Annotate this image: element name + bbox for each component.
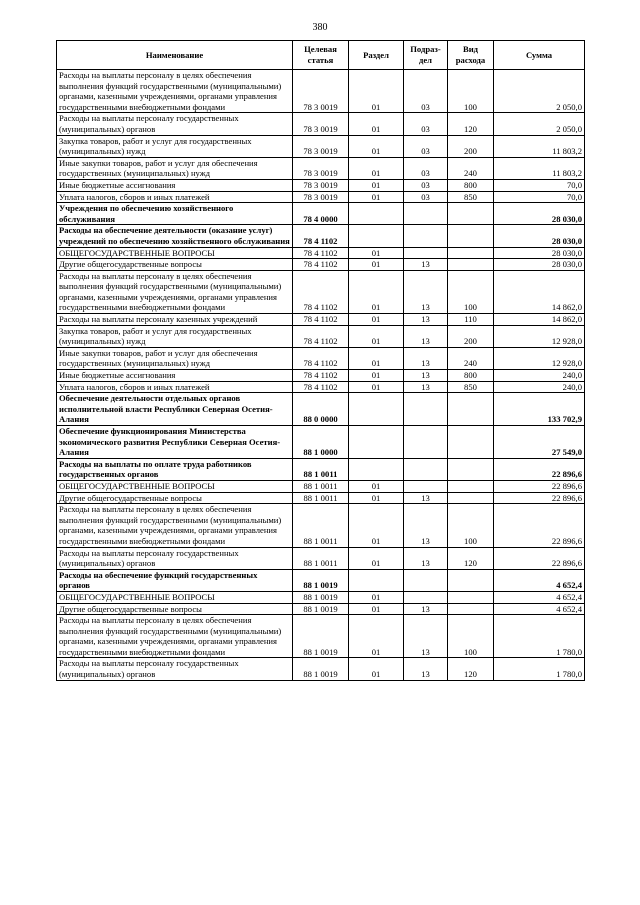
row-name-cell: Расходы на выплаты персоналу в целях обеспечения выполнения функций государственными (муниципальными) органами, казенными учреждениями, органами управления государственными внебюджетными фондами — [57, 70, 293, 113]
row-type-cell: 800 — [448, 370, 494, 382]
row-amount-cell: 70,0 — [494, 179, 585, 191]
row-type-cell: 200 — [448, 325, 494, 347]
row-name-cell: Расходы на выплаты персоналу государственных (муниципальных) органов — [57, 658, 293, 680]
row-name-cell: Учреждения по обеспечению хозяйственного обслуживания — [57, 203, 293, 225]
table-row — [57, 381, 585, 393]
row-subsection-cell: 13 — [404, 658, 448, 680]
row-subsection-cell: 13 — [404, 259, 448, 271]
row-type-cell — [448, 480, 494, 492]
row-subsection-cell — [404, 225, 448, 247]
row-amount-cell: 11 803,2 — [494, 157, 585, 179]
table-row — [57, 603, 585, 615]
table-row — [57, 314, 585, 326]
page-number: 380 — [312, 22, 328, 33]
row-name-cell: Обеспечение деятельности отдельных органов исполнительной власти Республики Северная Осетия-Алания — [57, 393, 293, 426]
table-row — [57, 658, 585, 680]
row-amount-cell: 28 030,0 — [494, 225, 585, 247]
row-subsection-cell: 13 — [404, 270, 448, 313]
table-row — [57, 179, 585, 191]
row-amount-cell: 22 896,6 — [494, 547, 585, 569]
row-subsection-cell: 03 — [404, 70, 448, 113]
row-code-cell: 78 3 0019 — [293, 135, 349, 157]
row-code-cell: 78 4 1102 — [293, 314, 349, 326]
row-name-cell: Иные закупки товаров, работ и услуг для обеспечения государственных (муниципальных) нужд — [57, 157, 293, 179]
row-amount-cell: 12 928,0 — [494, 347, 585, 369]
row-name-cell: Иные бюджетные ассигнования — [57, 370, 293, 382]
row-code-cell: 78 4 1102 — [293, 325, 349, 347]
row-subsection-cell: 13 — [404, 547, 448, 569]
row-section-cell — [349, 393, 404, 426]
row-code-cell: 78 4 1102 — [293, 347, 349, 369]
header-name — [57, 41, 293, 70]
table-row — [57, 504, 585, 547]
row-code-cell: 88 1 0000 — [293, 426, 349, 459]
row-type-cell — [448, 393, 494, 426]
row-amount-cell: 28 030,0 — [494, 247, 585, 259]
row-amount-cell: 22 896,6 — [494, 458, 585, 480]
row-code-cell: 88 1 0011 — [293, 492, 349, 504]
row-section-cell: 01 — [349, 70, 404, 113]
row-code-cell: 78 3 0019 — [293, 157, 349, 179]
row-section-cell: 01 — [349, 504, 404, 547]
row-subsection-cell: 13 — [404, 492, 448, 504]
table-row — [57, 569, 585, 591]
row-amount-cell: 2 050,0 — [494, 70, 585, 113]
row-section-cell: 01 — [349, 381, 404, 393]
header-type-line2: расхода — [455, 55, 486, 65]
row-type-cell: 240 — [448, 347, 494, 369]
row-code-cell: 88 1 0019 — [293, 569, 349, 591]
header-section-label: Раздел — [363, 49, 389, 60]
row-type-cell — [448, 603, 494, 615]
row-code-cell: 88 1 0011 — [293, 504, 349, 547]
row-amount-cell: 133 702,9 — [494, 393, 585, 426]
row-section-cell: 01 — [349, 135, 404, 157]
row-type-cell — [448, 247, 494, 259]
row-type-cell: 200 — [448, 135, 494, 157]
row-section-cell: 01 — [349, 658, 404, 680]
table-row — [57, 191, 585, 203]
row-section-cell — [349, 203, 404, 225]
header-section — [349, 41, 404, 70]
row-name-cell: ОБЩЕГОСУДАРСТВЕННЫЕ ВОПРОСЫ — [57, 591, 293, 603]
header-code-line2: статья — [307, 55, 334, 65]
row-type-cell: 100 — [448, 270, 494, 313]
row-type-cell: 240 — [448, 157, 494, 179]
row-amount-cell: 28 030,0 — [494, 259, 585, 271]
row-name-cell: Расходы на выплаты персоналу в целях обеспечения выполнения функций государственными (муниципальными) органами, казенными учреждениями, органами управления государственными внебюджетными фондами — [57, 615, 293, 658]
row-name-cell: Закупка товаров, работ и услуг для государственных (муниципальных) нужд — [57, 135, 293, 157]
row-name-cell: Расходы на выплаты персоналу в целях обеспечения выполнения функций государственными (муниципальными) органами, казенными учреждениями, органами управления государственными внебюджетными фондами — [57, 504, 293, 547]
row-code-cell: 78 4 0000 — [293, 203, 349, 225]
row-code-cell: 88 1 0019 — [293, 615, 349, 658]
row-type-cell: 120 — [448, 547, 494, 569]
row-name-cell: Расходы на выплаты персоналу государственных (муниципальных) органов — [57, 547, 293, 569]
row-name-cell: Расходы на выплаты персоналу в целях обеспечения выполнения функций государственными (муниципальными) органами, казенными учреждениями, органами управления государственными внебюджетными фондами — [57, 270, 293, 313]
table-row — [57, 225, 585, 247]
row-subsection-cell — [404, 591, 448, 603]
row-section-cell: 01 — [349, 547, 404, 569]
row-name-cell: Уплата налогов, сборов и иных платежей — [57, 381, 293, 393]
header-amount — [494, 41, 585, 70]
row-name-cell: Другие общегосударственные вопросы — [57, 603, 293, 615]
row-section-cell: 01 — [349, 347, 404, 369]
row-amount-cell: 4 652,4 — [494, 569, 585, 591]
header-subsection-line2: дел — [419, 55, 432, 65]
header-code — [293, 41, 349, 70]
row-name-cell: ОБЩЕГОСУДАРСТВЕННЫЕ ВОПРОСЫ — [57, 480, 293, 492]
row-name-cell: ОБЩЕГОСУДАРСТВЕННЫЕ ВОПРОСЫ — [57, 247, 293, 259]
row-code-cell: 88 1 0011 — [293, 458, 349, 480]
row-type-cell — [448, 203, 494, 225]
row-subsection-cell — [404, 426, 448, 459]
row-amount-cell: 22 896,6 — [494, 492, 585, 504]
row-code-cell: 88 0 0000 — [293, 393, 349, 426]
row-subsection-cell — [404, 480, 448, 492]
row-amount-cell: 1 780,0 — [494, 658, 585, 680]
row-subsection-cell: 13 — [404, 325, 448, 347]
row-code-cell: 78 3 0019 — [293, 179, 349, 191]
header-type — [448, 41, 494, 70]
table-row — [57, 113, 585, 135]
table-row — [57, 615, 585, 658]
row-type-cell: 120 — [448, 658, 494, 680]
row-amount-cell: 12 928,0 — [494, 325, 585, 347]
row-amount-cell: 4 652,4 — [494, 591, 585, 603]
row-section-cell — [349, 426, 404, 459]
table-row — [57, 247, 585, 259]
row-section-cell: 01 — [349, 603, 404, 615]
row-subsection-cell: 13 — [404, 381, 448, 393]
row-section-cell: 01 — [349, 270, 404, 313]
row-amount-cell: 28 030,0 — [494, 203, 585, 225]
row-type-cell: 100 — [448, 615, 494, 658]
row-name-cell: Иные закупки товаров, работ и услуг для обеспечения государственных (муниципальных) нужд — [57, 347, 293, 369]
table-row — [57, 270, 585, 313]
row-code-cell: 78 3 0019 — [293, 191, 349, 203]
row-amount-cell: 70,0 — [494, 191, 585, 203]
row-section-cell — [349, 225, 404, 247]
row-subsection-cell: 03 — [404, 191, 448, 203]
row-type-cell — [448, 458, 494, 480]
header-name-label: Наименование — [145, 49, 204, 60]
row-code-cell: 78 4 1102 — [293, 270, 349, 313]
table-row — [57, 426, 585, 459]
row-subsection-cell — [404, 569, 448, 591]
header-subsection — [404, 41, 448, 70]
row-section-cell: 01 — [349, 179, 404, 191]
row-subsection-cell: 13 — [404, 603, 448, 615]
row-code-cell: 78 4 1102 — [293, 225, 349, 247]
row-code-cell: 88 1 0019 — [293, 658, 349, 680]
row-amount-cell: 240,0 — [494, 370, 585, 382]
row-type-cell — [448, 259, 494, 271]
row-subsection-cell — [404, 247, 448, 259]
row-type-cell: 100 — [448, 70, 494, 113]
row-code-cell: 88 1 0011 — [293, 547, 349, 569]
row-type-cell: 850 — [448, 381, 494, 393]
table-row — [57, 203, 585, 225]
table-row — [57, 135, 585, 157]
row-name-cell: Закупка товаров, работ и услуг для государственных (муниципальных) нужд — [57, 325, 293, 347]
row-section-cell: 01 — [349, 191, 404, 203]
row-section-cell: 01 — [349, 325, 404, 347]
row-subsection-cell: 13 — [404, 370, 448, 382]
row-section-cell: 01 — [349, 480, 404, 492]
table-row — [57, 492, 585, 504]
row-name-cell: Уплата налогов, сборов и иных платежей — [57, 191, 293, 203]
table-header-row — [57, 41, 585, 70]
row-amount-cell: 22 896,6 — [494, 504, 585, 547]
row-subsection-cell: 03 — [404, 135, 448, 157]
row-subsection-cell — [404, 393, 448, 426]
row-code-cell: 78 4 1102 — [293, 247, 349, 259]
row-subsection-cell: 03 — [404, 179, 448, 191]
budget-table — [56, 40, 585, 681]
row-subsection-cell: 03 — [404, 113, 448, 135]
row-amount-cell: 14 862,0 — [494, 270, 585, 313]
row-name-cell: Расходы на выплаты персоналу казенных учреждений — [57, 314, 293, 326]
header-subsection-line1: Подраз- — [410, 44, 441, 54]
row-amount-cell: 240,0 — [494, 381, 585, 393]
row-amount-cell: 1 780,0 — [494, 615, 585, 658]
table-row — [57, 325, 585, 347]
header-code-line1: Целевая — [304, 44, 337, 54]
row-name-cell: Обеспечение функционирования Министерства экономического развития Республики Северная Осетия-Алания — [57, 426, 293, 459]
row-name-cell: Расходы на обеспечение функций государственных органов — [57, 569, 293, 591]
row-name-cell: Другие общегосударственные вопросы — [57, 492, 293, 504]
row-name-cell: Другие общегосударственные вопросы — [57, 259, 293, 271]
table-row — [57, 393, 585, 426]
row-subsection-cell: 13 — [404, 347, 448, 369]
row-subsection-cell: 13 — [404, 504, 448, 547]
row-section-cell: 01 — [349, 591, 404, 603]
row-section-cell: 01 — [349, 615, 404, 658]
header-type-line1: Вид — [462, 44, 479, 54]
header-amount-label: Сумма — [525, 49, 553, 60]
table-row — [57, 347, 585, 369]
row-amount-cell: 22 896,6 — [494, 480, 585, 492]
row-section-cell: 01 — [349, 247, 404, 259]
row-section-cell: 01 — [349, 157, 404, 179]
row-code-cell: 88 1 0019 — [293, 603, 349, 615]
row-amount-cell: 2 050,0 — [494, 113, 585, 135]
row-code-cell: 88 1 0011 — [293, 480, 349, 492]
row-amount-cell: 4 652,4 — [494, 603, 585, 615]
row-type-cell: 850 — [448, 191, 494, 203]
table-row — [57, 157, 585, 179]
row-code-cell: 78 4 1102 — [293, 370, 349, 382]
row-section-cell: 01 — [349, 370, 404, 382]
row-subsection-cell — [404, 203, 448, 225]
table-row — [57, 591, 585, 603]
row-section-cell — [349, 458, 404, 480]
row-type-cell: 120 — [448, 113, 494, 135]
row-type-cell — [448, 569, 494, 591]
row-section-cell: 01 — [349, 113, 404, 135]
row-code-cell: 78 3 0019 — [293, 113, 349, 135]
table-row — [57, 547, 585, 569]
row-code-cell: 78 3 0019 — [293, 70, 349, 113]
row-amount-cell: 27 549,0 — [494, 426, 585, 459]
row-type-cell — [448, 426, 494, 459]
table-row — [57, 370, 585, 382]
table-row — [57, 259, 585, 271]
row-type-cell — [448, 225, 494, 247]
row-code-cell: 78 4 1102 — [293, 381, 349, 393]
row-type-cell: 800 — [448, 179, 494, 191]
row-amount-cell: 11 803,2 — [494, 135, 585, 157]
row-subsection-cell — [404, 458, 448, 480]
row-section-cell — [349, 569, 404, 591]
table-row — [57, 70, 585, 113]
row-section-cell: 01 — [349, 314, 404, 326]
row-name-cell: Расходы на выплаты по оплате труда работников государственных органов — [57, 458, 293, 480]
row-name-cell: Расходы на выплаты персоналу государственных (муниципальных) органов — [57, 113, 293, 135]
row-type-cell: 100 — [448, 504, 494, 547]
row-name-cell: Расходы на обеспечение деятельности (оказание услуг) учреждений по обеспечению хозяйственного обслуживания — [57, 225, 293, 247]
row-code-cell: 78 4 1102 — [293, 259, 349, 271]
table-row — [57, 480, 585, 492]
row-subsection-cell: 13 — [404, 314, 448, 326]
row-name-cell: Иные бюджетные ассигнования — [57, 179, 293, 191]
row-subsection-cell: 13 — [404, 615, 448, 658]
row-subsection-cell: 03 — [404, 157, 448, 179]
table-row — [57, 458, 585, 480]
row-type-cell — [448, 591, 494, 603]
row-type-cell: 110 — [448, 314, 494, 326]
row-code-cell: 88 1 0019 — [293, 591, 349, 603]
row-section-cell: 01 — [349, 259, 404, 271]
row-section-cell: 01 — [349, 492, 404, 504]
row-type-cell — [448, 492, 494, 504]
row-amount-cell: 14 862,0 — [494, 314, 585, 326]
